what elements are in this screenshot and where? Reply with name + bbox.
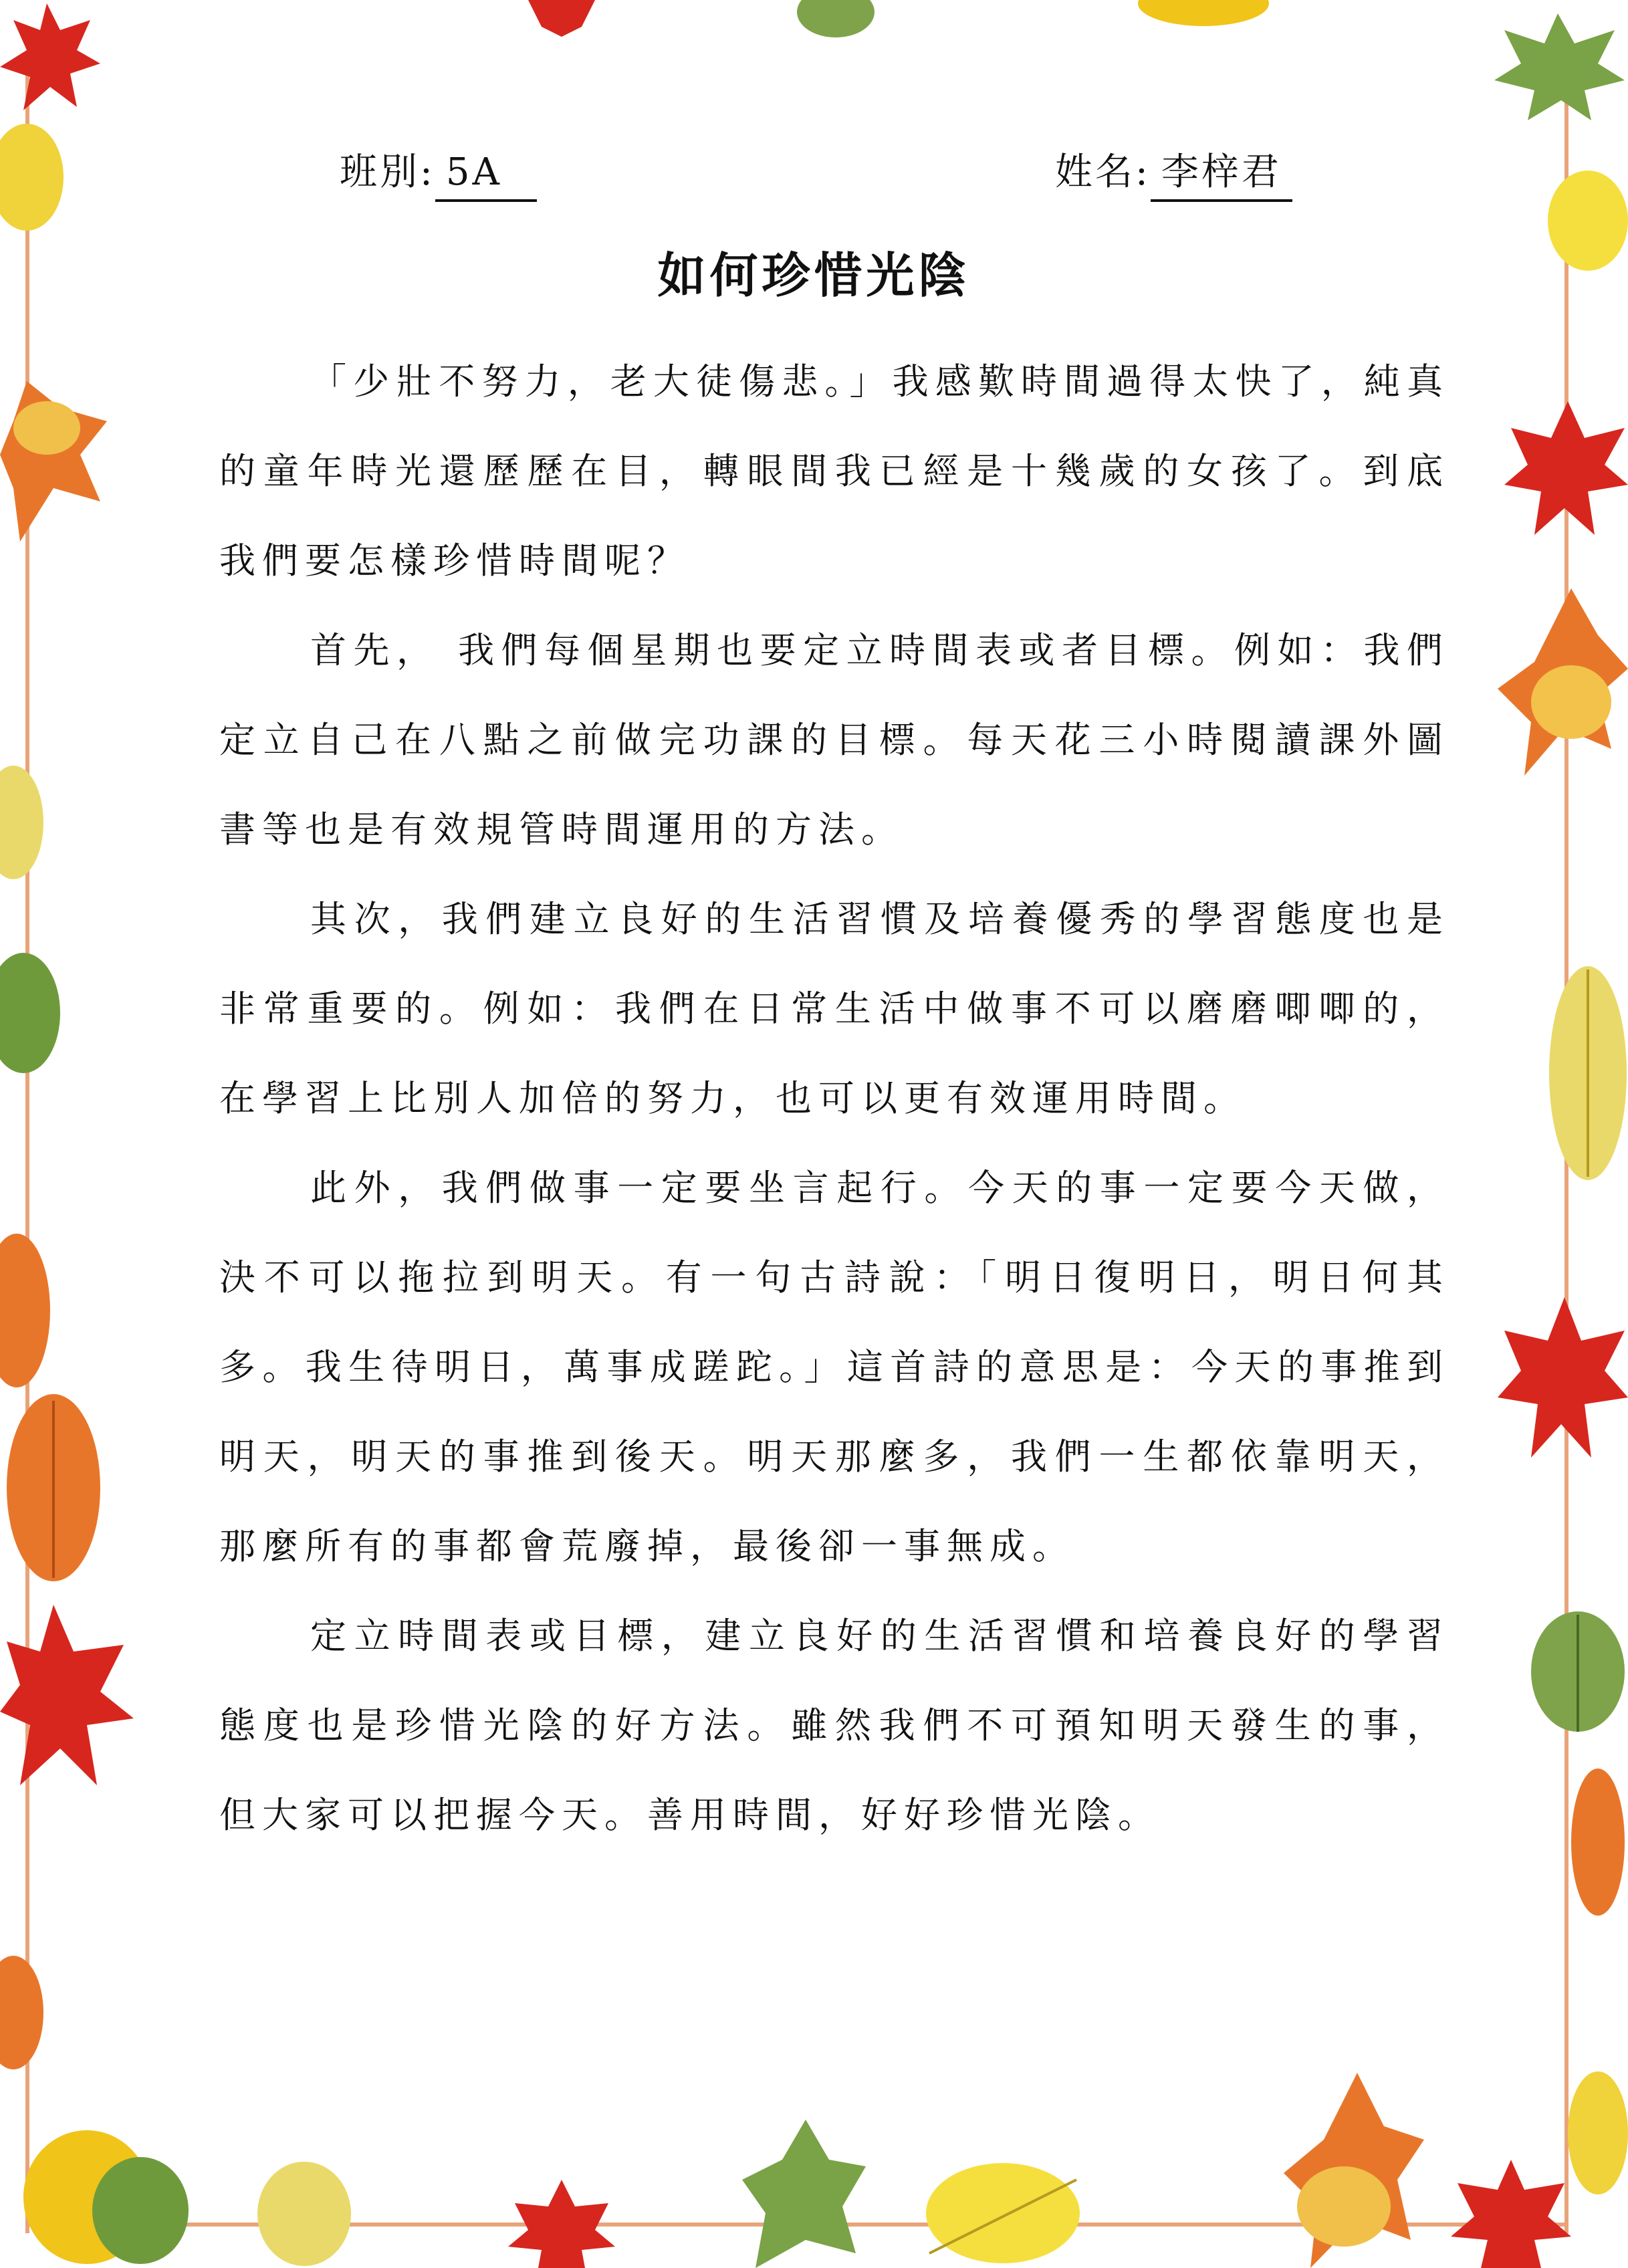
green-leaf-icon (87, 2153, 194, 2268)
paragraph: 「少壯不努力，老大徒傷悲。」我感歎時間過得太快了，純真的童年時光還歷歷在目，轉眼間我已經是十幾歲的女孩了。到底我們要怎樣珍惜時間呢？ (219, 360, 1449, 582)
green-leaf-icon (796, 0, 876, 40)
name-value: 李梓君 (1151, 146, 1292, 202)
orange-leaf-icon (1284, 2073, 1424, 2268)
maple-leaf-icon (0, 1605, 134, 1785)
maple-leaf-icon (521, 0, 602, 40)
maple-leaf-icon (508, 2180, 615, 2268)
paragraph: 首先， 我們每個星期也要定立時間表或者目標。例如：我們定立自己在八點之前做完功課的目標。每天花三小時閱讀課外圖書等也是有效規管時間運用的方法。 (219, 629, 1449, 850)
maple-leaf-icon (1498, 1297, 1628, 1458)
yellow-leaf-icon (1538, 963, 1628, 1183)
orange-leaf-icon (1564, 1765, 1628, 1919)
maple-leaf-icon (1504, 401, 1628, 535)
yellow-leaf-icon (0, 120, 67, 234)
paragraph: 其次，我們建立良好的生活習慣及培養優秀的學習態度也是非常重要的。例如：我們在日常生活中做事不可以磨磨唧唧的，在學習上比別人加倍的努力，也可以更有效運用時間。 (219, 898, 1449, 1119)
class-label: 班別: (340, 150, 435, 194)
orange-leaf-icon (0, 1952, 47, 2073)
essay-title: 如何珍惜光陰 (657, 247, 971, 304)
class-value: 5A (435, 146, 537, 202)
yellow-leaf-icon (0, 762, 47, 883)
orange-leaf-icon (0, 381, 114, 542)
green-leaf-icon (742, 2120, 869, 2268)
maple-leaf-icon (1491, 13, 1625, 120)
class-field (340, 146, 537, 202)
maple-leaf-icon (1451, 2160, 1571, 2268)
maple-leaf-icon (0, 0, 100, 114)
orange-leaf-icon (0, 1391, 114, 1585)
yellow-leaf-icon (1137, 0, 1270, 27)
green-leaf-icon (0, 949, 67, 1076)
green-leaf-icon (1524, 1605, 1628, 1738)
paragraph: 此外，我們做事一定要坐言起行。今天的事一定要今天做，決不可以拖拉到明天。有一句古詩說：「明日復明日，明日何其多。我生待明日，萬事成蹉跎。」這首詩的意思是：今天的事推到明天，明天的事推到後天。明天那麼多，我們一生都依靠明天，那麼所有的事都會荒廢掉，最後卻一事無成。 (219, 1167, 1449, 1567)
name-field (1055, 146, 1292, 202)
yellow-leaf-icon (923, 2153, 1083, 2268)
orange-leaf-icon (0, 1230, 53, 1391)
name-label: 姓名: (1055, 150, 1151, 194)
orange-leaf-icon (1498, 588, 1628, 776)
essay-body (219, 337, 1449, 1860)
paragraph: 定立時間表或目標，建立良好的生活習慣和培養良好的學習態度也是珍惜光陰的好方法。雖然我們不可預知明天發生的事，但大家可以把握今天。善用時間，好好珍惜光陰。 (219, 1615, 1449, 1836)
yellow-leaf-icon (254, 2160, 354, 2268)
